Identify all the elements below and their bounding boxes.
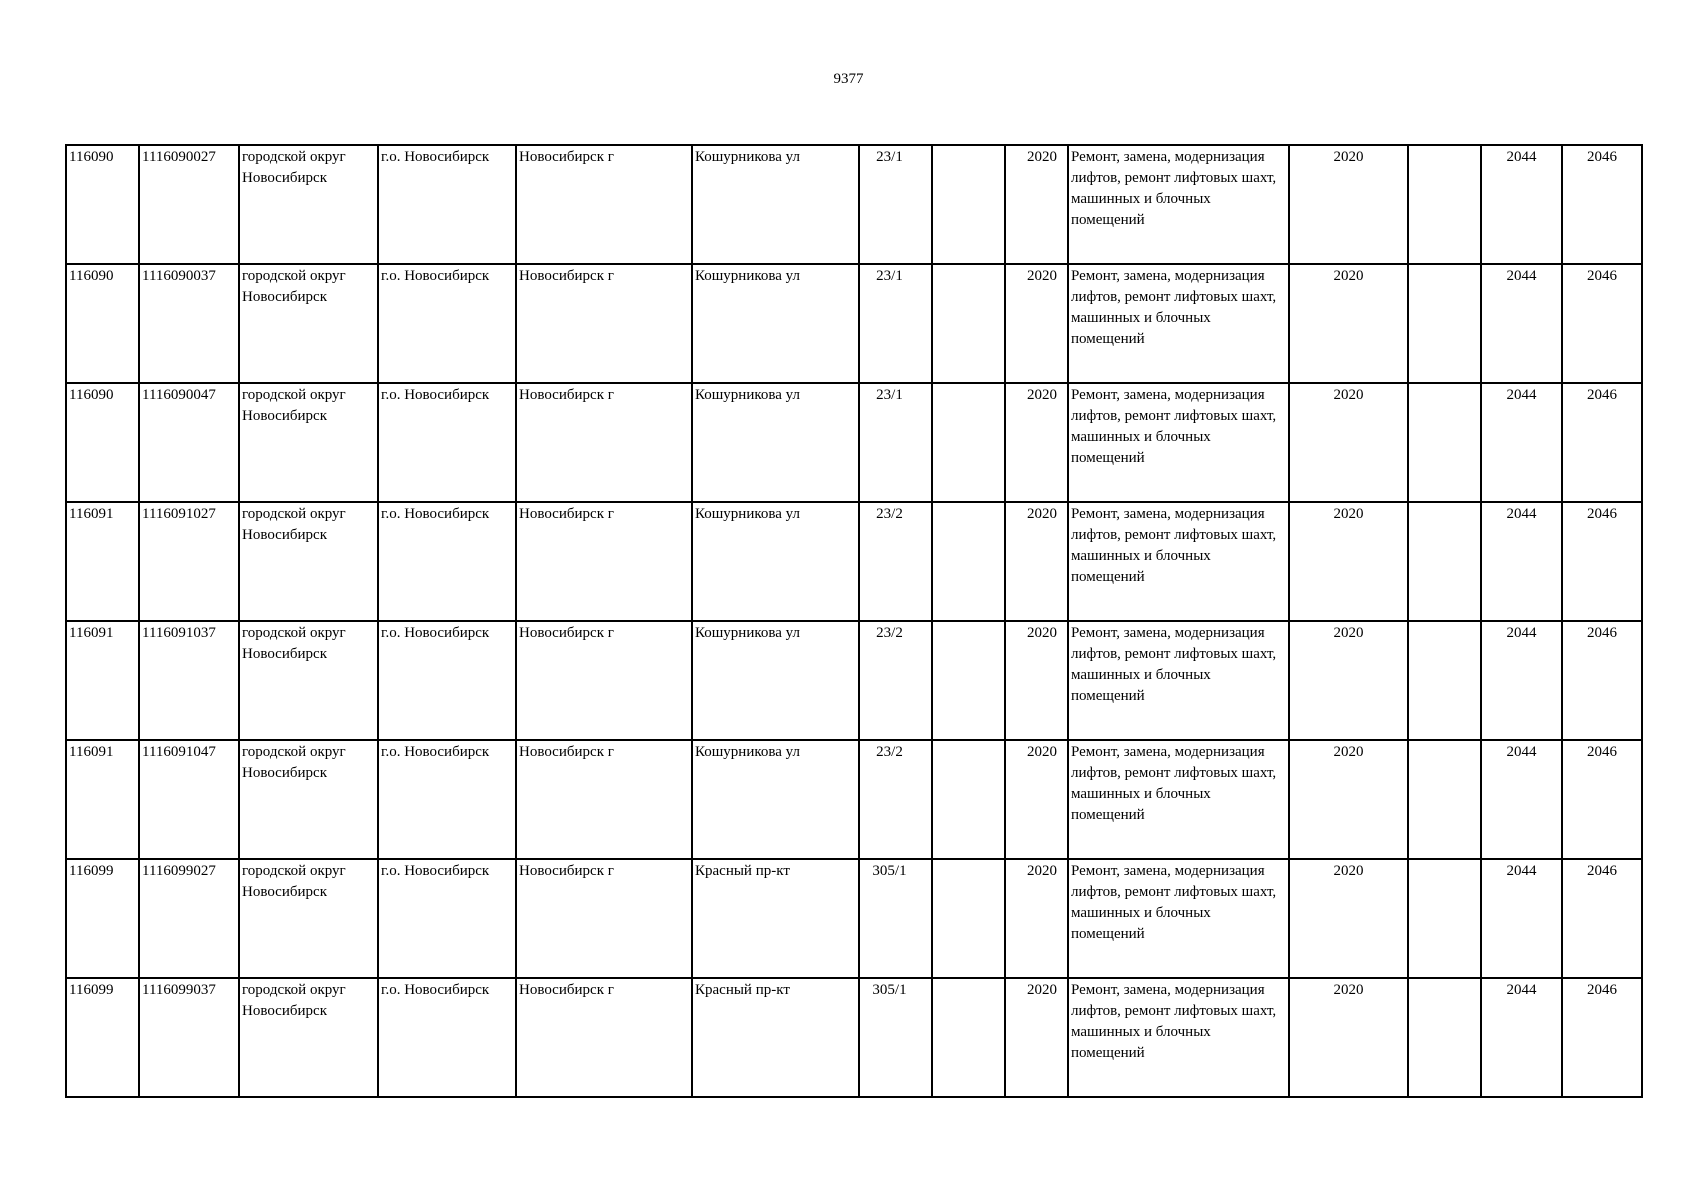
cell-empty (1408, 621, 1481, 740)
cell-work-description: Ремонт, замена, модернизация лифтов, ремонт лифтовых шахт, машинных и блочных помещений (1068, 383, 1289, 502)
cell-code: 116099 (66, 859, 139, 978)
cell-year-to: 2046 (1562, 502, 1642, 621)
cell-plan-year: 2020 (1289, 740, 1408, 859)
cell-plan-year: 2020 (1289, 383, 1408, 502)
cell-id: 1116099027 (139, 859, 239, 978)
cell-year-from: 2044 (1481, 383, 1562, 502)
cell-street: Кошурникова ул (692, 621, 859, 740)
cell-empty (1408, 145, 1481, 264)
cell-year-to: 2046 (1562, 621, 1642, 740)
cell-district: городской округ Новосибирск (239, 383, 378, 502)
table-row (66, 859, 1642, 978)
cell-empty (932, 740, 1005, 859)
cell-work-description: Ремонт, замена, модернизация лифтов, ремонт лифтовых шахт, машинных и блочных помещений (1068, 264, 1289, 383)
cell-city: Новосибирск г (516, 383, 692, 502)
cell-city: Новосибирск г (516, 502, 692, 621)
cell-city: Новосибирск г (516, 859, 692, 978)
cell-year: 2020 (1005, 621, 1068, 740)
cell-empty (932, 621, 1005, 740)
cell-code: 116090 (66, 264, 139, 383)
cell-municipality: г.о. Новосибирск (378, 740, 516, 859)
cell-plan-year: 2020 (1289, 264, 1408, 383)
cell-year-to: 2046 (1562, 264, 1642, 383)
cell-empty (932, 264, 1005, 383)
cell-id: 1116091027 (139, 502, 239, 621)
cell-municipality: г.о. Новосибирск (378, 383, 516, 502)
cell-year-from: 2044 (1481, 978, 1562, 1097)
cell-year-to: 2046 (1562, 145, 1642, 264)
table-row (66, 383, 1642, 502)
cell-id: 1116090047 (139, 383, 239, 502)
cell-year-from: 2044 (1481, 502, 1562, 621)
cell-year-to: 2046 (1562, 740, 1642, 859)
cell-id: 1116090027 (139, 145, 239, 264)
cell-year-to: 2046 (1562, 859, 1642, 978)
table-body (66, 145, 1642, 1097)
cell-year-from: 2044 (1481, 145, 1562, 264)
cell-code: 116090 (66, 145, 139, 264)
table-row (66, 264, 1642, 383)
cell-empty (1408, 264, 1481, 383)
cell-street: Кошурникова ул (692, 502, 859, 621)
cell-district: городской округ Новосибирск (239, 502, 378, 621)
cell-city: Новосибирск г (516, 264, 692, 383)
cell-year: 2020 (1005, 264, 1068, 383)
page-number: 9377 (833, 71, 864, 87)
cell-work-description: Ремонт, замена, модернизация лифтов, ремонт лифтовых шахт, машинных и блочных помещений (1068, 145, 1289, 264)
cell-empty (932, 502, 1005, 621)
document-table (65, 144, 1643, 1098)
cell-code: 116091 (66, 621, 139, 740)
cell-empty (1408, 859, 1481, 978)
cell-code: 116091 (66, 740, 139, 859)
cell-municipality: г.о. Новосибирск (378, 264, 516, 383)
cell-year-from: 2044 (1481, 264, 1562, 383)
table-row (66, 621, 1642, 740)
table-row (66, 502, 1642, 621)
cell-municipality: г.о. Новосибирск (378, 502, 516, 621)
cell-house: 305/1 (859, 859, 932, 978)
cell-street: Кошурникова ул (692, 740, 859, 859)
cell-empty (1408, 502, 1481, 621)
cell-year: 2020 (1005, 859, 1068, 978)
cell-plan-year: 2020 (1289, 145, 1408, 264)
table-row (66, 740, 1642, 859)
cell-id: 1116090037 (139, 264, 239, 383)
cell-street: Красный пр-кт (692, 859, 859, 978)
cell-code: 116090 (66, 383, 139, 502)
cell-year-from: 2044 (1481, 621, 1562, 740)
cell-street: Кошурникова ул (692, 264, 859, 383)
cell-district: городской округ Новосибирск (239, 145, 378, 264)
cell-empty (1408, 383, 1481, 502)
cell-year: 2020 (1005, 502, 1068, 621)
cell-id: 1116091047 (139, 740, 239, 859)
cell-house: 23/2 (859, 621, 932, 740)
cell-district: городской округ Новосибирск (239, 264, 378, 383)
cell-year-to: 2046 (1562, 383, 1642, 502)
cell-street: Красный пр-кт (692, 978, 859, 1097)
cell-city: Новосибирск г (516, 740, 692, 859)
cell-district: городской округ Новосибирск (239, 859, 378, 978)
cell-code: 116091 (66, 502, 139, 621)
table-row (66, 145, 1642, 264)
cell-municipality: г.о. Новосибирск (378, 621, 516, 740)
cell-id: 1116099037 (139, 978, 239, 1097)
cell-plan-year: 2020 (1289, 502, 1408, 621)
cell-year-from: 2044 (1481, 740, 1562, 859)
cell-house: 305/1 (859, 978, 932, 1097)
cell-empty (1408, 740, 1481, 859)
cell-year-from: 2044 (1481, 859, 1562, 978)
cell-city: Новосибирск г (516, 145, 692, 264)
cell-year: 2020 (1005, 145, 1068, 264)
table-row (66, 978, 1642, 1097)
cell-plan-year: 2020 (1289, 621, 1408, 740)
cell-empty (932, 383, 1005, 502)
cell-house: 23/1 (859, 383, 932, 502)
cell-house: 23/2 (859, 740, 932, 859)
cell-street: Кошурникова ул (692, 145, 859, 264)
cell-year: 2020 (1005, 383, 1068, 502)
cell-work-description: Ремонт, замена, модернизация лифтов, ремонт лифтовых шахт, машинных и блочных помещений (1068, 502, 1289, 621)
cell-municipality: г.о. Новосибирск (378, 978, 516, 1097)
cell-year-to: 2046 (1562, 978, 1642, 1097)
cell-empty (932, 145, 1005, 264)
cell-empty (932, 978, 1005, 1097)
cell-work-description: Ремонт, замена, модернизация лифтов, ремонт лифтовых шахт, машинных и блочных помещений (1068, 978, 1289, 1097)
cell-district: городской округ Новосибирск (239, 621, 378, 740)
cell-district: городской округ Новосибирск (239, 978, 378, 1097)
cell-year: 2020 (1005, 978, 1068, 1097)
cell-empty (1408, 978, 1481, 1097)
cell-plan-year: 2020 (1289, 859, 1408, 978)
cell-municipality: г.о. Новосибирск (378, 145, 516, 264)
cell-plan-year: 2020 (1289, 978, 1408, 1097)
cell-year: 2020 (1005, 740, 1068, 859)
cell-id: 1116091037 (139, 621, 239, 740)
cell-city: Новосибирск г (516, 978, 692, 1097)
cell-house: 23/1 (859, 264, 932, 383)
cell-street: Кошурникова ул (692, 383, 859, 502)
cell-work-description: Ремонт, замена, модернизация лифтов, ремонт лифтовых шахт, машинных и блочных помещений (1068, 621, 1289, 740)
cell-city: Новосибирск г (516, 621, 692, 740)
cell-work-description: Ремонт, замена, модернизация лифтов, ремонт лифтовых шахт, машинных и блочных помещений (1068, 740, 1289, 859)
cell-house: 23/2 (859, 502, 932, 621)
cell-work-description: Ремонт, замена, модернизация лифтов, ремонт лифтовых шахт, машинных и блочных помещений (1068, 859, 1289, 978)
cell-empty (932, 859, 1005, 978)
cell-code: 116099 (66, 978, 139, 1097)
cell-district: городской округ Новосибирск (239, 740, 378, 859)
cell-municipality: г.о. Новосибирск (378, 859, 516, 978)
cell-house: 23/1 (859, 145, 932, 264)
